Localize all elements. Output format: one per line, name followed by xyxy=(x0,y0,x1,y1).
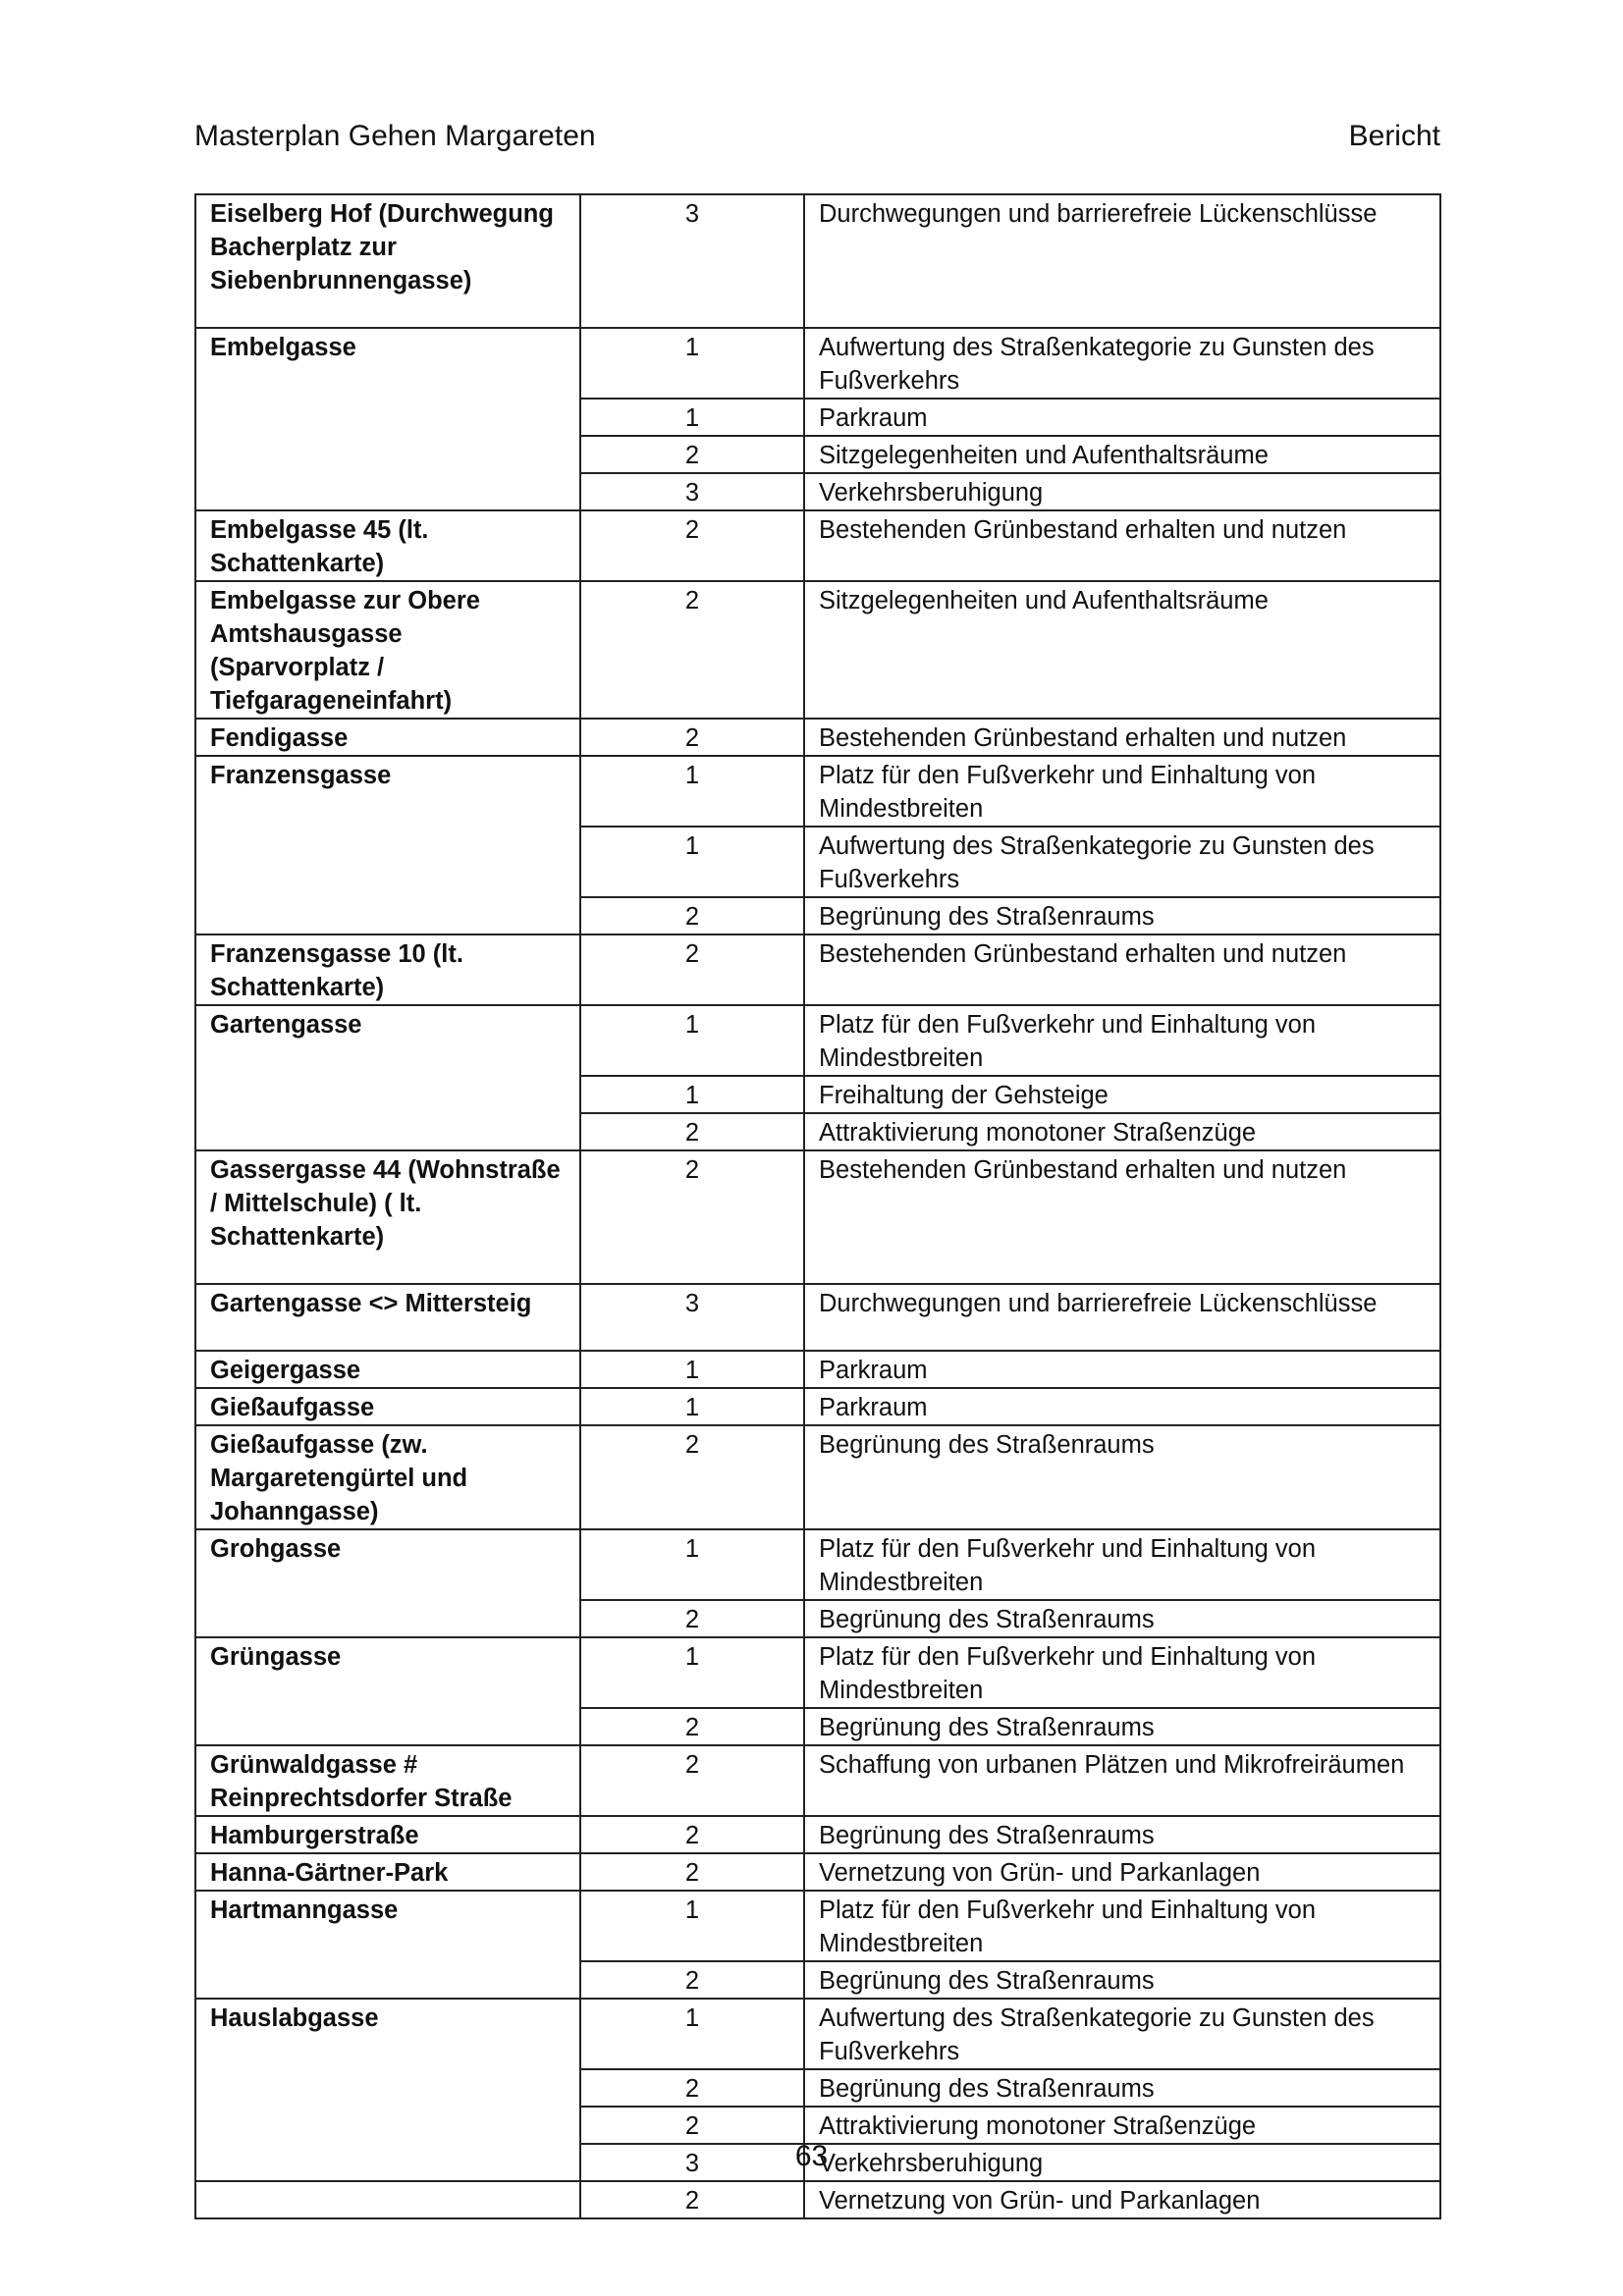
measure-cell: Platz für den Fußverkehr und Einhaltung von Mindestbreiten xyxy=(804,1637,1440,1708)
measure-cell: Parkraum xyxy=(804,1351,1440,1388)
priority-cell: 1 xyxy=(580,399,804,436)
street-cell: Hanna-Gärtner-Park xyxy=(195,1853,580,1891)
measure-cell: Bestehenden Grünbestand erhalten und nutzen xyxy=(804,934,1440,1005)
table-row xyxy=(195,328,1440,399)
table-row xyxy=(195,1529,1440,1600)
section-label: Bericht xyxy=(1348,120,1440,152)
priority-cell: 2 xyxy=(580,1113,804,1150)
priority-cell: 2 xyxy=(580,1708,804,1745)
table-row xyxy=(195,1005,1440,1076)
priority-cell: 1 xyxy=(580,1005,804,1076)
street-cell: Gießaufgasse xyxy=(195,1388,580,1425)
measure-cell: Aufwertung des Straßenkategorie zu Gunsten des Fußverkehrs xyxy=(804,1999,1440,2069)
measure-cell: Bestehenden Grünbestand erhalten und nutzen xyxy=(804,510,1440,581)
measure-cell: Sitzgelegenheiten und Aufenthaltsräume xyxy=(804,436,1440,473)
priority-cell: 1 xyxy=(580,1388,804,1425)
table-row xyxy=(195,934,1440,1005)
measure-cell: Platz für den Fußverkehr und Einhaltung von Mindestbreiten xyxy=(804,1529,1440,1600)
table-row xyxy=(195,1999,1440,2069)
street-cell: Gartengasse xyxy=(195,1005,580,1150)
table-row xyxy=(195,1745,1440,1816)
priority-cell: 2 xyxy=(580,1745,804,1816)
street-cell xyxy=(195,2181,580,2218)
measure-cell: Parkraum xyxy=(804,399,1440,436)
table-row xyxy=(195,581,1440,719)
measure-cell: Durchwegungen und barrierefreie Lückenschlüsse xyxy=(804,1284,1440,1351)
table-row xyxy=(195,756,1440,827)
table-row xyxy=(195,1150,1440,1284)
priority-cell: 2 xyxy=(580,1853,804,1891)
table-row xyxy=(195,2181,1440,2218)
table-row xyxy=(195,1891,1440,1961)
measure-cell: Begrünung des Straßenraums xyxy=(804,2069,1440,2107)
measure-cell: Aufwertung des Straßenkategorie zu Gunsten des Fußverkehrs xyxy=(804,827,1440,897)
priority-cell: 2 xyxy=(580,1961,804,1999)
street-cell: Franzensgasse 10 (lt. Schattenkarte) xyxy=(195,934,580,1005)
table-row xyxy=(195,719,1440,756)
priority-cell: 2 xyxy=(580,2069,804,2107)
measure-cell: Parkraum xyxy=(804,1388,1440,1425)
measures-table-body xyxy=(195,194,1440,2218)
priority-cell: 2 xyxy=(580,897,804,934)
priority-cell: 2 xyxy=(580,1600,804,1637)
priority-cell: 1 xyxy=(580,1999,804,2069)
street-cell: Hamburgerstraße xyxy=(195,1816,580,1853)
page-number: 63 xyxy=(794,2140,829,2172)
priority-cell: 3 xyxy=(580,194,804,328)
measure-cell: Bestehenden Grünbestand erhalten und nutzen xyxy=(804,719,1440,756)
measure-cell: Begrünung des Straßenraums xyxy=(804,1600,1440,1637)
priority-cell: 1 xyxy=(580,827,804,897)
street-cell: Hartmanngasse xyxy=(195,1891,580,1999)
table-row xyxy=(195,1637,1440,1708)
priority-cell: 2 xyxy=(580,1816,804,1853)
street-cell: Embelgasse 45 (lt. Schattenkarte) xyxy=(195,510,580,581)
table-row xyxy=(195,1425,1440,1529)
measure-cell: Begrünung des Straßenraums xyxy=(804,897,1440,934)
measure-cell: Bestehenden Grünbestand erhalten und nutzen xyxy=(804,1150,1440,1284)
priority-cell: 3 xyxy=(580,473,804,510)
street-cell: Gassergasse 44 (Wohnstraße / Mittelschule) ( lt. Schattenkarte) xyxy=(195,1150,580,1284)
priority-cell: 2 xyxy=(580,719,804,756)
measure-cell: Begrünung des Straßenraums xyxy=(804,1961,1440,1999)
measure-cell: Platz für den Fußverkehr und Einhaltung von Mindestbreiten xyxy=(804,756,1440,827)
table-row xyxy=(195,1351,1440,1388)
measure-cell: Begrünung des Straßenraums xyxy=(804,1425,1440,1529)
priority-cell: 1 xyxy=(580,1076,804,1113)
measure-cell: Sitzgelegenheiten und Aufenthaltsräume xyxy=(804,581,1440,719)
table-row xyxy=(195,1388,1440,1425)
priority-cell: 2 xyxy=(580,2181,804,2218)
table-row xyxy=(195,194,1440,328)
priority-cell: 1 xyxy=(580,1351,804,1388)
priority-cell: 1 xyxy=(580,1529,804,1600)
measure-cell: Vernetzung von Grün- und Parkanlagen xyxy=(804,1853,1440,1891)
measure-cell: Begrünung des Straßenraums xyxy=(804,1708,1440,1745)
measure-cell: Freihaltung der Gehsteige xyxy=(804,1076,1440,1113)
measure-cell: Schaffung von urbanen Plätzen und Mikrofreiräumen xyxy=(804,1745,1440,1816)
document-title: Masterplan Gehen Margareten xyxy=(194,120,596,152)
street-cell: Gartengasse <> Mittersteig xyxy=(195,1284,580,1351)
priority-cell: 3 xyxy=(580,1284,804,1351)
priority-cell: 2 xyxy=(580,436,804,473)
priority-cell: 2 xyxy=(580,1150,804,1284)
priority-cell: 2 xyxy=(580,1425,804,1529)
measure-cell: Attraktivierung monotoner Straßenzüge xyxy=(804,2107,1440,2144)
street-cell: Eiselberg Hof (Durchwegung Bacherplatz zur Siebenbrunnengasse) xyxy=(195,194,580,328)
priority-cell: 1 xyxy=(580,1891,804,1961)
table-row xyxy=(195,1853,1440,1891)
street-cell: Geigergasse xyxy=(195,1351,580,1388)
street-cell: Embelgasse zur Obere Amtshausgasse (Sparvorplatz / Tiefgarageneinfahrt) xyxy=(195,581,580,719)
priority-cell: 1 xyxy=(580,756,804,827)
priority-cell: 3 xyxy=(580,2144,804,2181)
street-cell: Gießaufgasse (zw. Margaretengürtel und Johanngasse) xyxy=(195,1425,580,1529)
measures-table xyxy=(194,193,1441,2219)
measure-cell: Platz für den Fußverkehr und Einhaltung von Mindestbreiten xyxy=(804,1005,1440,1076)
measure-cell: Platz für den Fußverkehr und Einhaltung von Mindestbreiten xyxy=(804,1891,1440,1961)
measure-cell: Begrünung des Straßenraums xyxy=(804,1816,1440,1853)
measure-cell: Verkehrsberuhigung xyxy=(804,473,1440,510)
measure-cell: Attraktivierung monotoner Straßenzüge xyxy=(804,1113,1440,1150)
street-cell: Grohgasse xyxy=(195,1529,580,1637)
priority-cell: 2 xyxy=(580,2107,804,2144)
priority-cell: 2 xyxy=(580,934,804,1005)
priority-cell: 2 xyxy=(580,510,804,581)
street-cell: Grünwaldgasse # Reinprechtsdorfer Straße xyxy=(195,1745,580,1816)
priority-cell: 1 xyxy=(580,1637,804,1708)
street-cell: Franzensgasse xyxy=(195,756,580,934)
priority-cell: 1 xyxy=(580,328,804,399)
table-row xyxy=(195,1284,1440,1351)
table-row xyxy=(195,1816,1440,1853)
measure-cell: Durchwegungen und barrierefreie Lückenschlüsse xyxy=(804,194,1440,328)
priority-cell: 2 xyxy=(580,581,804,719)
table-row xyxy=(195,510,1440,581)
measure-cell: Vernetzung von Grün- und Parkanlagen xyxy=(804,2181,1440,2218)
street-cell: Grüngasse xyxy=(195,1637,580,1745)
street-cell: Fendigasse xyxy=(195,719,580,756)
measure-cell: Aufwertung des Straßenkategorie zu Gunsten des Fußverkehrs xyxy=(804,328,1440,399)
street-cell: Hauslabgasse xyxy=(195,1999,580,2181)
street-cell: Embelgasse xyxy=(195,328,580,510)
measure-cell: Verkehrsberuhigung xyxy=(804,2144,1440,2181)
